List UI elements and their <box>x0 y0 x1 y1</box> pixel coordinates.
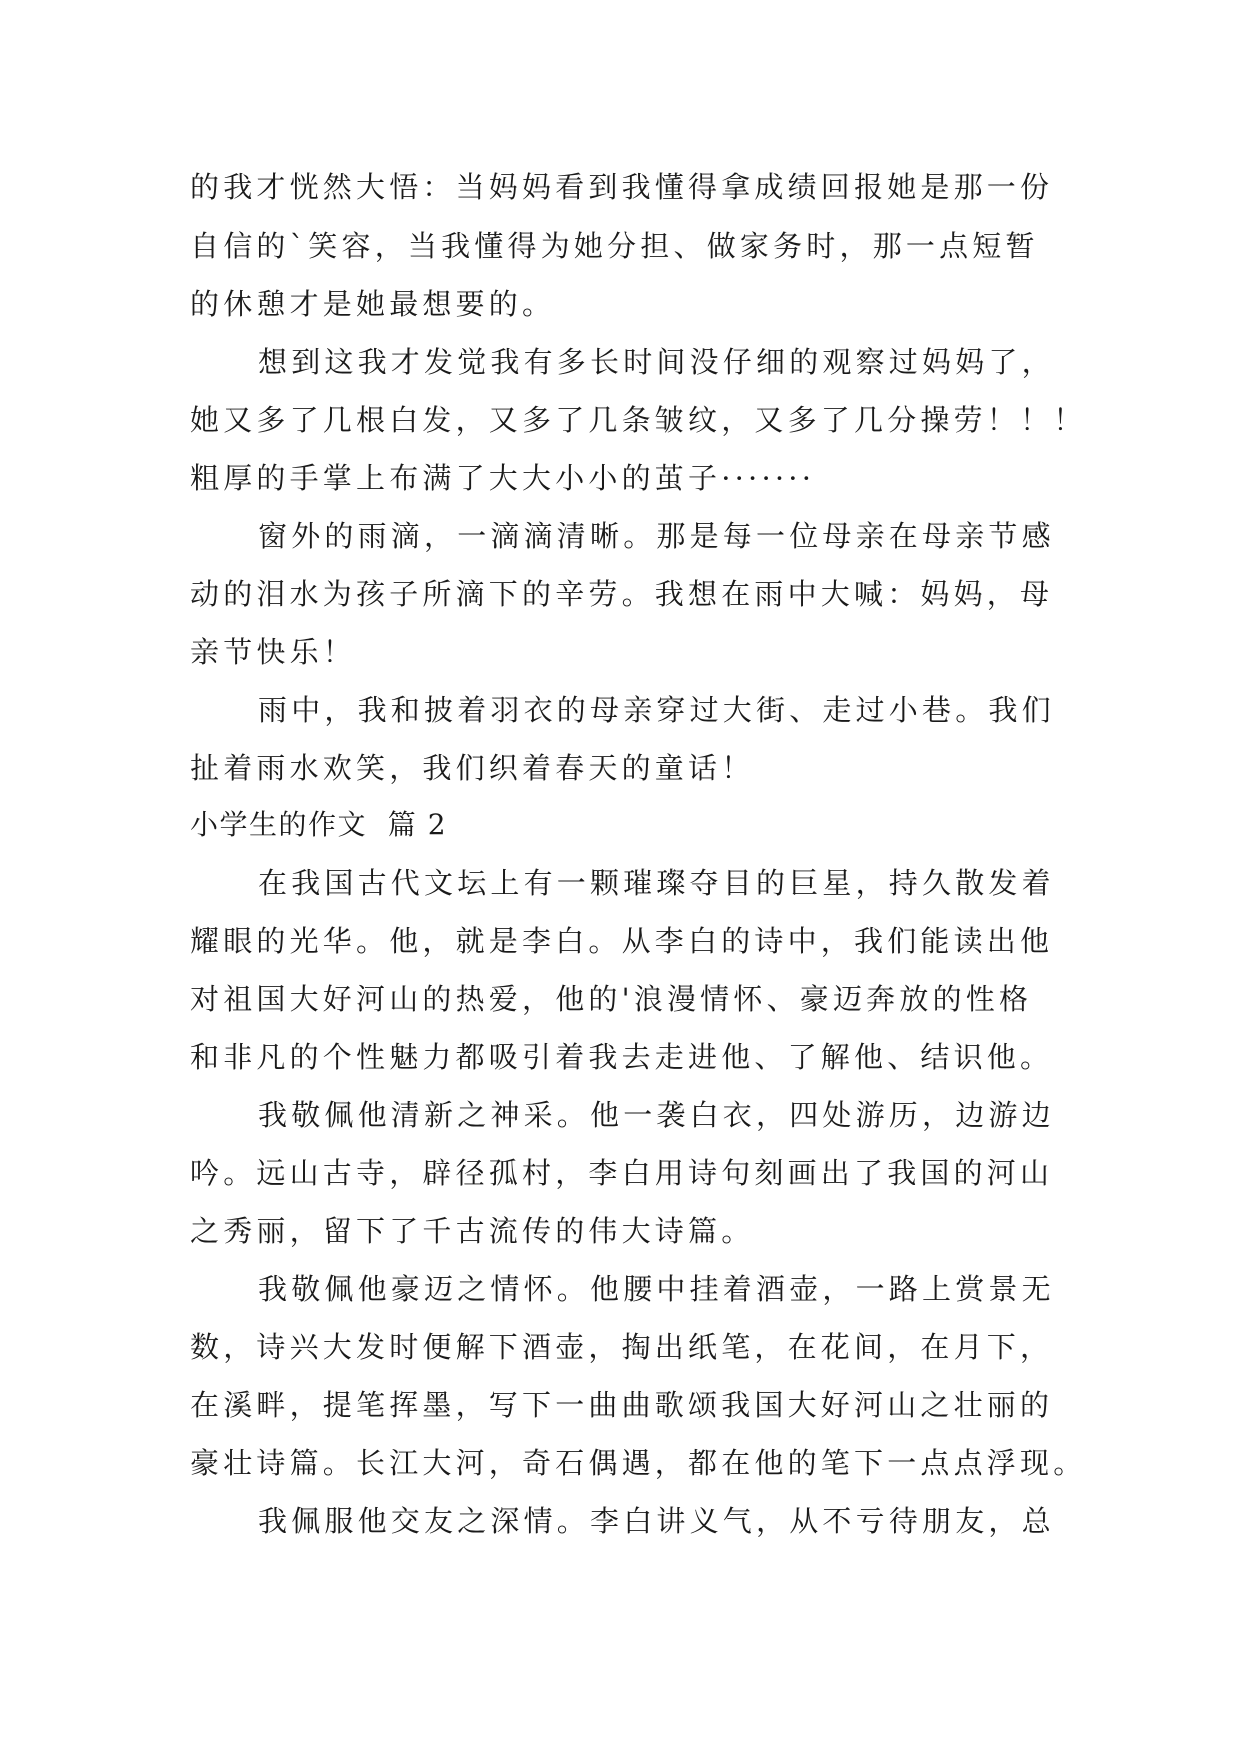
text-line: 数，诗兴大发时便解下酒壶，掏出纸笔，在花间，在月下， <box>190 1330 1054 1364</box>
text-line: 粗厚的手掌上布满了大大小小的茧子······· <box>190 461 816 495</box>
text-line: 亲节快乐！ <box>190 635 357 669</box>
text-line: 扯着雨水欢笑，我们织着春天的童话！ <box>190 751 755 785</box>
text-line: 想到这我才发觉我有多长时间没仔细的观察过妈妈了， <box>258 345 1055 379</box>
text-line: 窗外的雨滴，一滴滴清晰。那是每一位母亲在母亲节感 <box>258 519 1055 553</box>
text-line: 豪壮诗篇。长江大河，奇石偶遇，都在他的笔下一点点浮现。 <box>190 1446 1087 1480</box>
text-line: 和非凡的个性魅力都吸引着我去走进他、了解他、结识他。 <box>190 1040 1054 1074</box>
text-line: 的我才恍然大悟：当妈妈看到我懂得拿成绩回报她是那一份 <box>190 170 1054 204</box>
text-line: 吟。远山古寺，辟径孤村，李白用诗句刻画出了我国的河山 <box>190 1156 1054 1190</box>
text-line: 自信的`笑容，当我懂得为她分担、做家务时，那一点短暂 <box>190 229 1039 263</box>
text-line: 耀眼的光华。他，就是李白。从李白的诗中，我们能读出他 <box>190 924 1054 958</box>
text-line: 雨中，我和披着羽衣的母亲穿过大街、走过小巷。我们 <box>258 693 1055 727</box>
text-line: 动的泪水为孩子所滴下的辛劳。我想在雨中大喊：妈妈，母 <box>190 577 1054 611</box>
text-line: 之秀丽，留下了千古流传的伟大诗篇。 <box>190 1214 755 1248</box>
text-line: 我敬佩他豪迈之情怀。他腰中挂着酒壶，一路上赏景无 <box>258 1272 1055 1306</box>
section-heading: 小学生的作文 篇 2 <box>190 808 448 841</box>
text-line: 我敬佩他清新之神采。他一袭白衣，四处游历，边游边 <box>258 1098 1055 1132</box>
text-line: 在溪畔，提笔挥墨，写下一曲曲歌颂我国大好河山之壮丽的 <box>190 1388 1054 1422</box>
text-line: 的休憩才是她最想要的。 <box>190 287 556 321</box>
text-line: 对祖国大好河山的热爱，他的'浪漫情怀、豪迈奔放的性格 <box>190 982 1033 1016</box>
text-line: 在我国古代文坛上有一颗璀璨夺目的巨星，持久散发着 <box>258 866 1055 900</box>
text-line: 她又多了几根白发，又多了几条皱纹，又多了几分操劳！！！ <box>190 403 1087 437</box>
text-line: 我佩服他交友之深情。李白讲义气，从不亏待朋友，总 <box>258 1504 1055 1538</box>
